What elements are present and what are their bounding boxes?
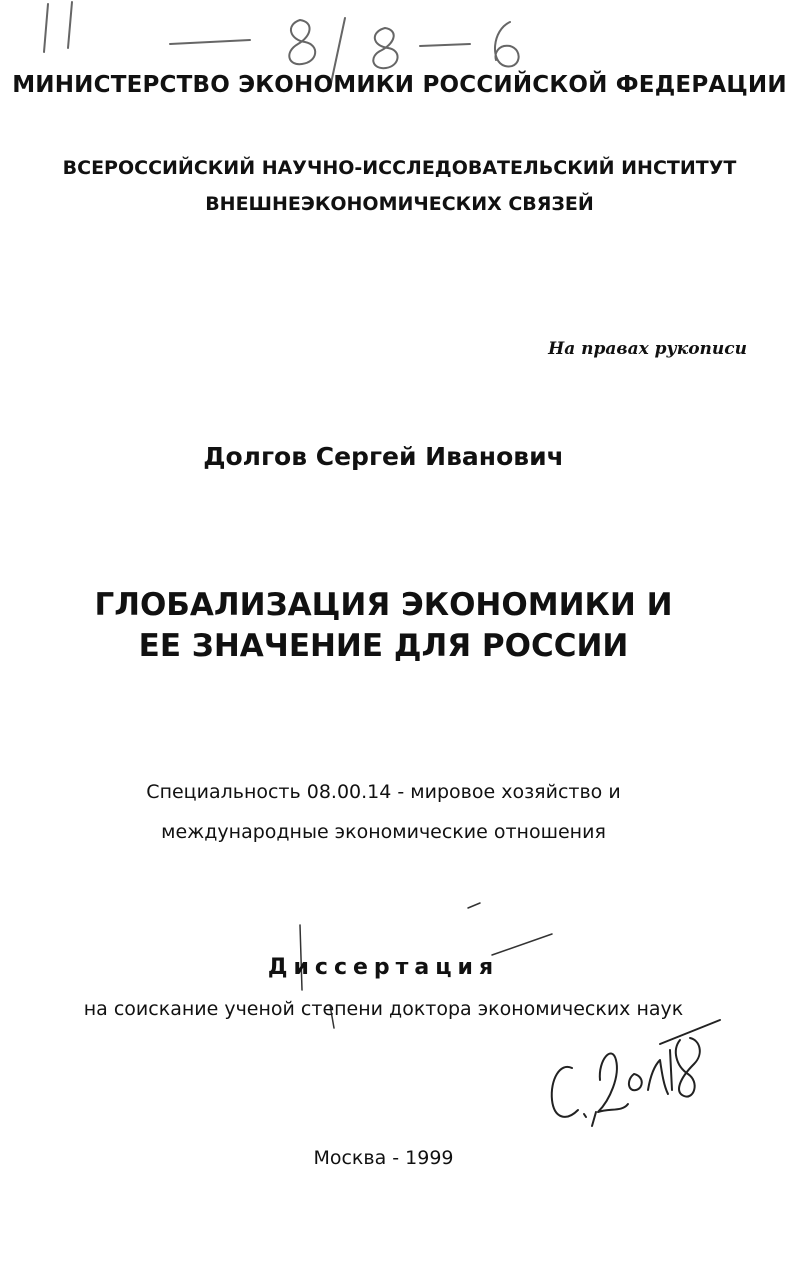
- signature-underline: [660, 1020, 720, 1044]
- title-line-2: ЕЕ ЗНАЧЕНИЕ ДЛЯ РОССИИ: [138, 628, 629, 664]
- mark-digit-6: [495, 22, 519, 67]
- signature-flourish: [676, 1038, 700, 1097]
- institute-heading: [0, 150, 799, 222]
- pen-scratch-short: [468, 903, 480, 908]
- mark-digit-8b: [373, 28, 397, 68]
- mark-digit-8a: [289, 20, 315, 64]
- specialty-line-1: Специальность 08.00.14 - мировое хозяйство и: [146, 781, 621, 803]
- pen-scratch-diagonal: [492, 934, 552, 955]
- handwritten-archive-mark: [0, 0, 799, 120]
- mark-dash-1: [170, 40, 250, 44]
- institute-line-2: ВНЕШНЕЭКОНОМИЧЕСКИХ СВЯЗЕЙ: [205, 193, 594, 215]
- city-year: Москва - 1999: [313, 1147, 454, 1169]
- signature-tail: [592, 1112, 596, 1126]
- manuscript-rights-note: На правах рукописи: [548, 339, 747, 359]
- specialty-block: [0, 772, 783, 852]
- mark-stroke-2: [68, 2, 72, 48]
- work-type-heading: Диссертация: [267, 955, 500, 980]
- signature-dot: [584, 1114, 586, 1117]
- dissertation-title: [0, 585, 783, 667]
- title-line-1: ГЛОБАЛИЗАЦИЯ ЭКОНОМИКИ И: [94, 587, 673, 623]
- mark-dash-2: [420, 44, 470, 46]
- signature-letter-l: [648, 1060, 668, 1094]
- institute-line-1: ВСЕРОССИЙСКИЙ НАУЧНО-ИССЛЕДОВАТЕЛЬСКИЙ ИНСТИТУТ: [62, 157, 737, 179]
- degree-line: на соискание ученой степени доктора экономических наук: [83, 998, 684, 1020]
- signature-letter-c: [552, 1067, 578, 1117]
- mark-stroke-1: [44, 4, 48, 52]
- signature-letter-d: [598, 1053, 628, 1112]
- author-name: Долгов Сергей Иванович: [203, 442, 564, 471]
- signature-stroke-a: [670, 1050, 672, 1090]
- ministry-heading: МИНИСТЕРСТВО ЭКОНОМИКИ РОССИЙСКОЙ ФЕДЕРАЦИИ: [12, 72, 787, 98]
- specialty-line-2: международные экономические отношения: [161, 821, 606, 843]
- signature-letter-o: [629, 1074, 642, 1090]
